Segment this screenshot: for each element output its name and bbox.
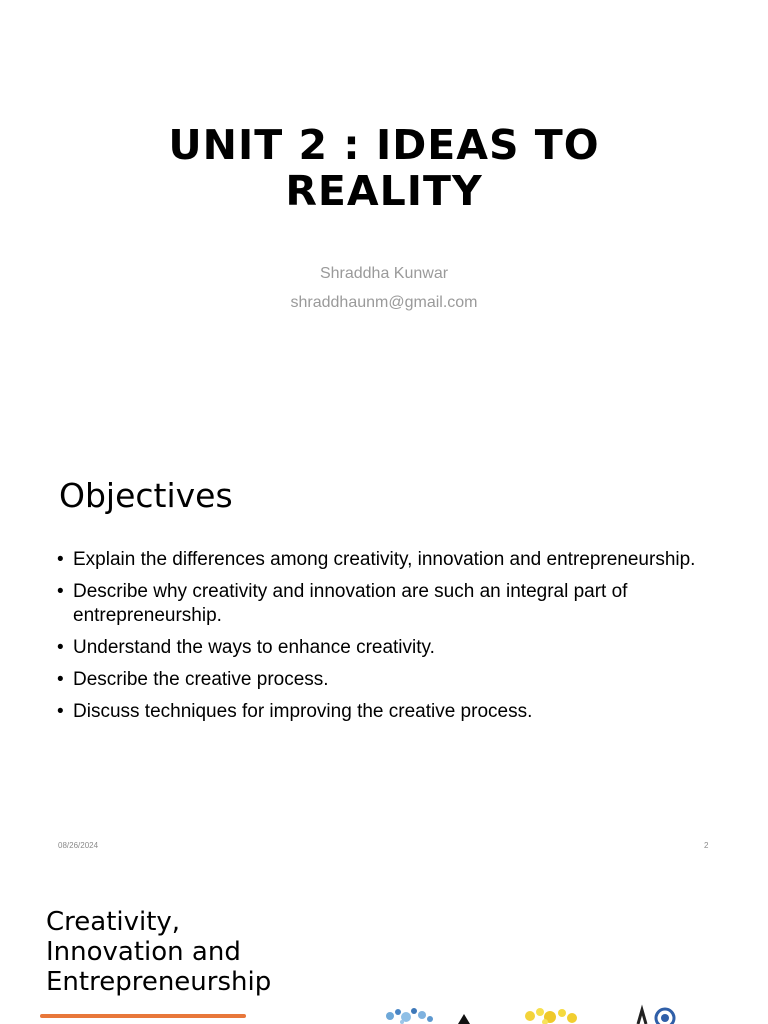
- list-item: [57, 580, 707, 628]
- bullet-icon: •: [57, 701, 64, 722]
- list-item: [57, 636, 707, 660]
- slide-title-heading: [0, 122, 768, 214]
- list-item-text: Understand the ways to enhance creativity.: [73, 637, 435, 658]
- accent-underline: [40, 1014, 246, 1018]
- slide-title: [0, 0, 768, 432]
- title-line-2: REALITY: [285, 167, 483, 215]
- bullet-icon: •: [57, 637, 64, 658]
- slide-creativity: [0, 864, 768, 1024]
- list-item-text: Explain the differences among creativity, innovation and entrepreneurship.: [73, 549, 696, 570]
- heading-line-3: Entrepreneurship: [46, 967, 272, 997]
- list-item: [57, 668, 707, 692]
- list-item-text: Describe why creativity and innovation are such an integral part of entrepreneurship.: [73, 581, 628, 626]
- author-name: Shraddha Kunwar: [319, 265, 449, 282]
- bullet-icon: •: [57, 669, 64, 690]
- heading-line-2: Innovation and: [46, 937, 241, 967]
- heading-line-1: Creativity,: [46, 907, 181, 937]
- footer-date: 08/26/2024: [58, 841, 99, 850]
- list-item: [57, 700, 707, 724]
- decorative-illustration: [380, 1002, 710, 1024]
- blue-swirl-icon: [656, 1009, 674, 1024]
- bullet-icon: •: [57, 581, 64, 602]
- bullet-icon: •: [57, 549, 64, 570]
- blue-splatter-icon: [386, 1008, 433, 1024]
- objectives-heading: Objectives: [59, 476, 233, 515]
- author-email: shraddhaunm@gmail.com: [290, 294, 478, 311]
- slide-objectives: [0, 432, 768, 864]
- objectives-list: [57, 548, 707, 732]
- dark-mark-icon: [638, 1010, 646, 1024]
- yellow-splatter-icon: [525, 1008, 577, 1024]
- title-line-1: UNIT 2 : IDEAS TO: [168, 121, 600, 169]
- black-shape-icon: [458, 1014, 470, 1024]
- creativity-heading: [46, 907, 346, 997]
- author-block: [0, 259, 768, 317]
- list-item: [57, 548, 707, 572]
- list-item-text: Discuss techniques for improving the creative process.: [73, 701, 533, 722]
- list-item-text: Describe the creative process.: [73, 669, 329, 690]
- page-number: 2: [704, 841, 709, 850]
